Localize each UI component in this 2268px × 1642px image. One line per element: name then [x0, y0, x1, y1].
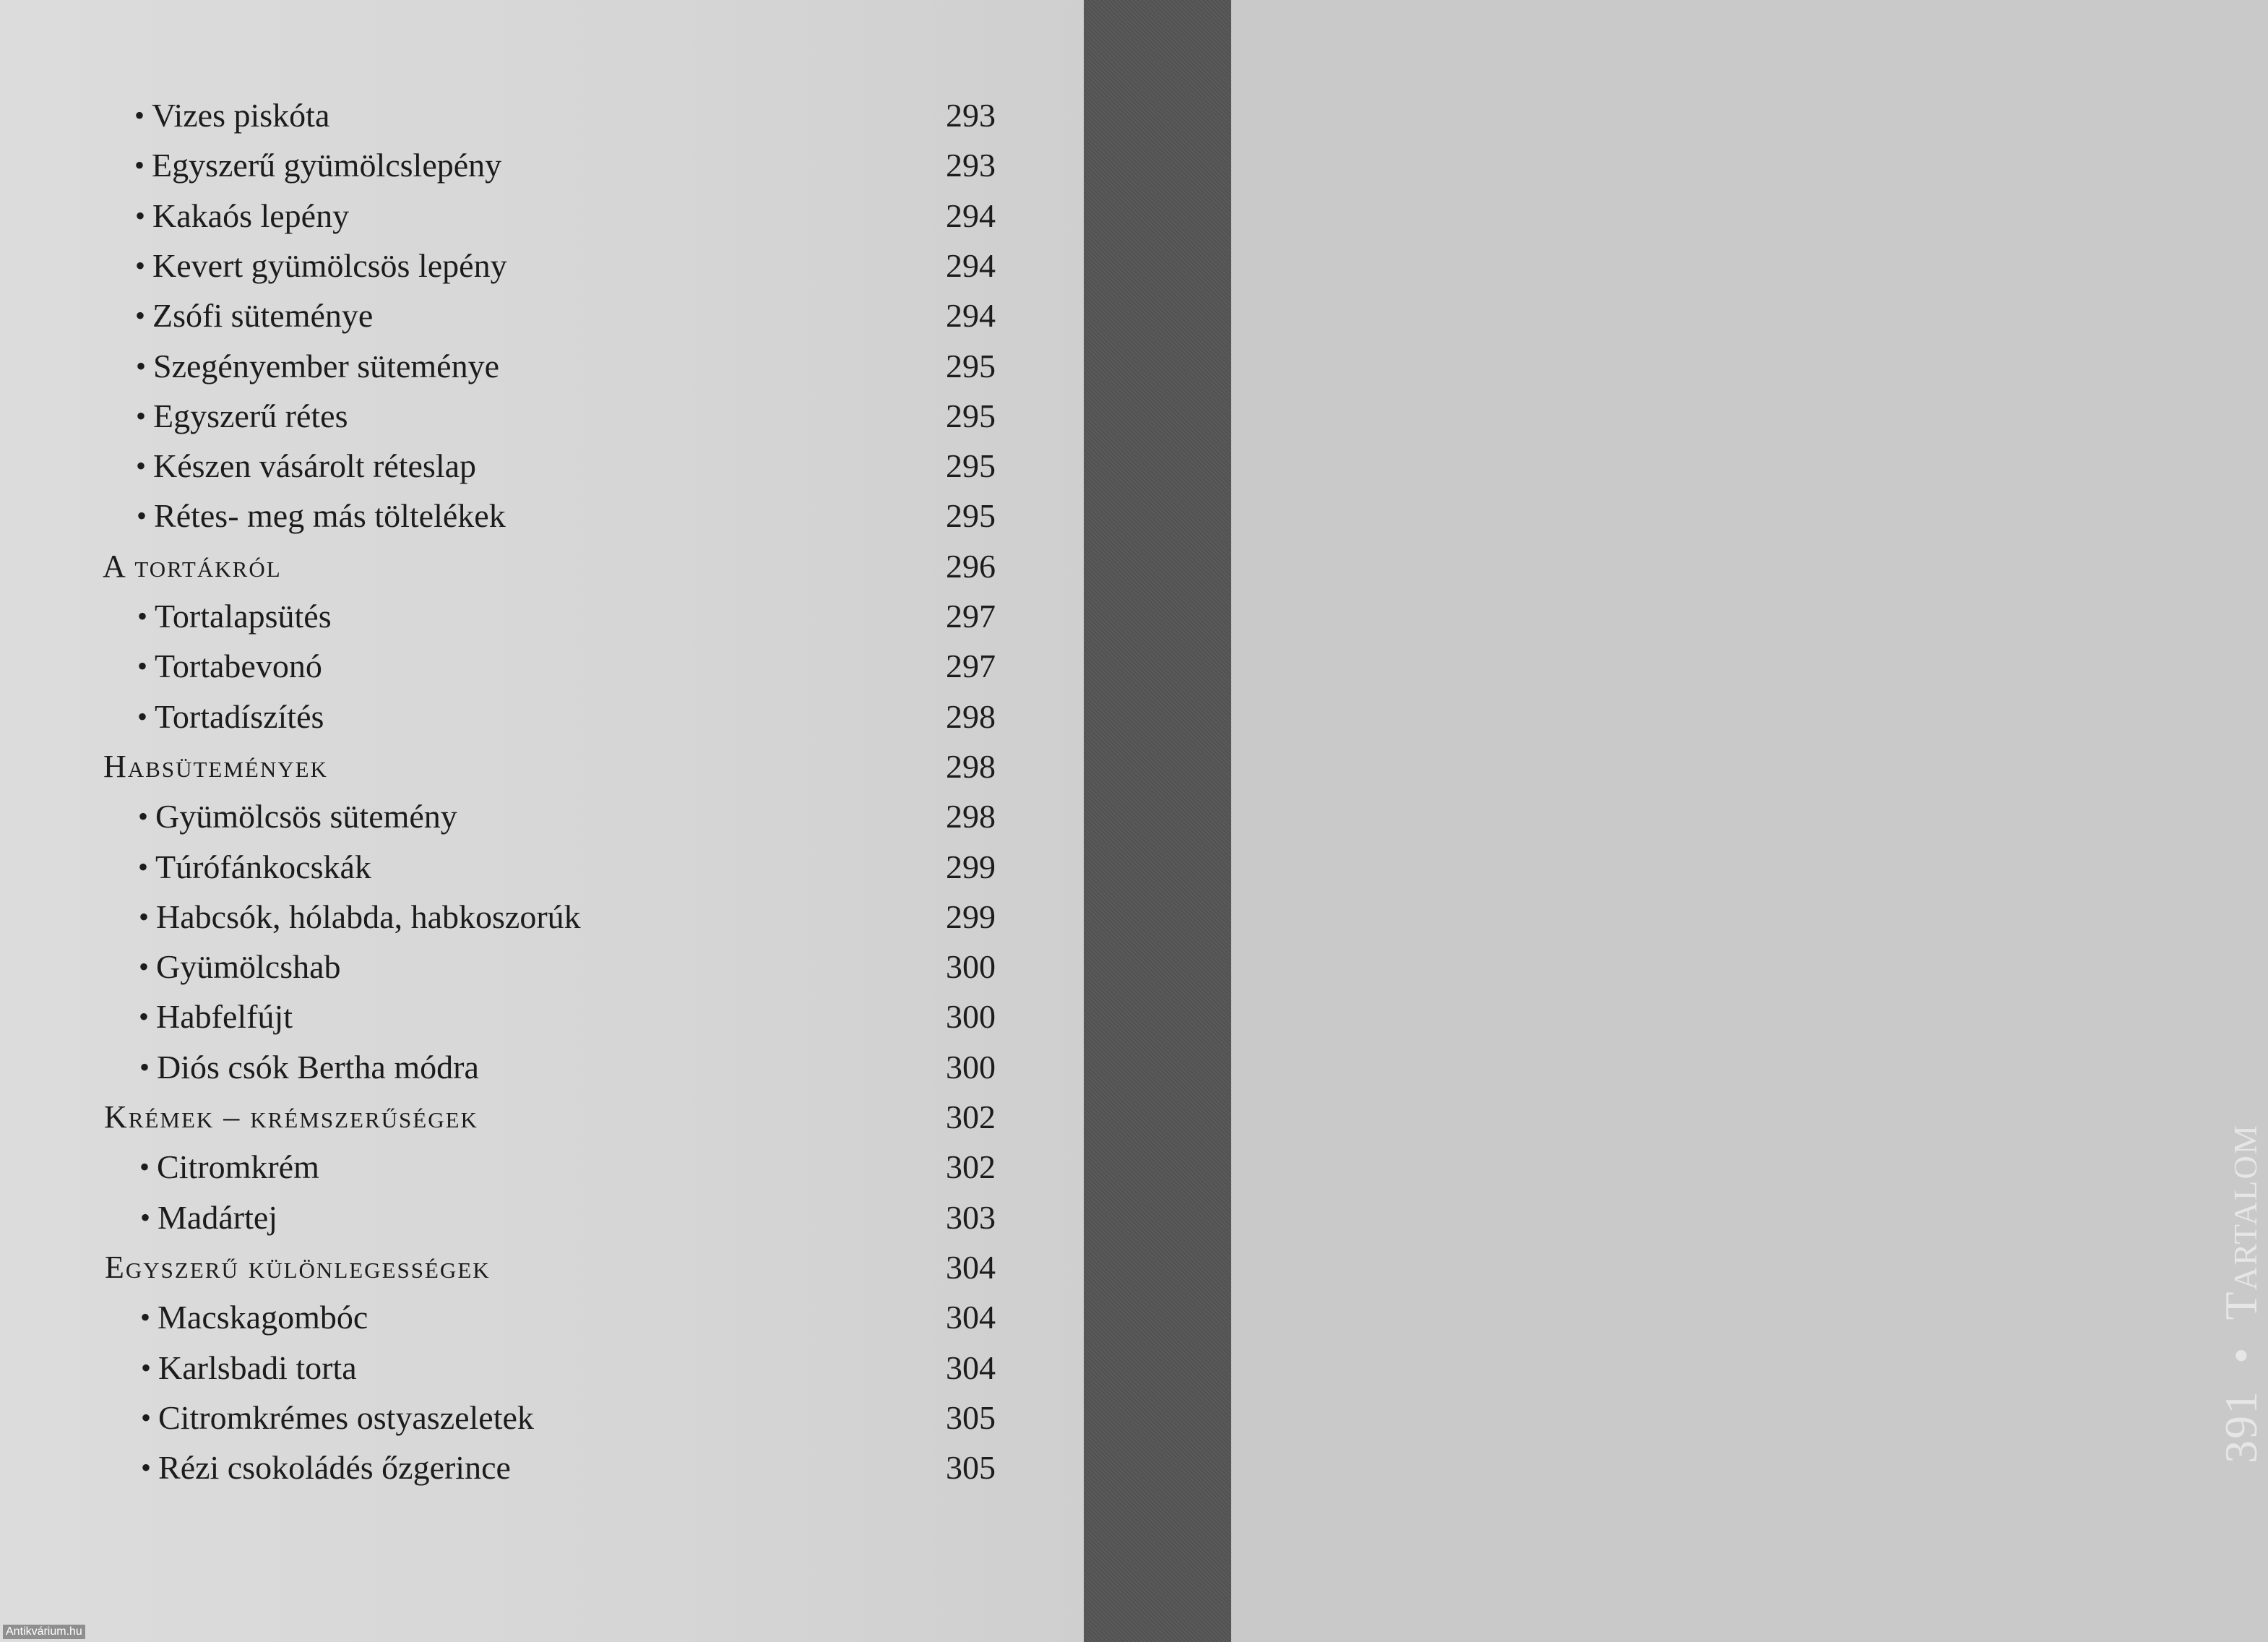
toc-item-row	[0, 945, 996, 989]
page-number: 391	[2215, 1389, 2267, 1463]
toc-page-number: 305	[946, 1449, 996, 1486]
toc-item-title: • Egyszerű gyümölcslepény	[134, 144, 501, 187]
toc-section-row	[0, 545, 996, 588]
toc-section-title: Krémek – krémszerűségek	[104, 1099, 478, 1135]
toc-page-number: 300	[946, 998, 996, 1035]
toc-item-row	[0, 94, 996, 137]
toc-item-title: • Rétes- meg más töltelékek	[137, 494, 506, 538]
toc-item-title: • Gyümölcsös sütemény	[138, 795, 457, 838]
toc-item-row	[0, 995, 996, 1039]
toc-section-title: A tortákról	[103, 549, 282, 584]
toc-item-title: • Gyümölcshab	[139, 945, 341, 989]
toc-item-row	[0, 144, 996, 187]
toc-item-title: • Vizes piskóta	[134, 94, 329, 137]
toc-page-number: 296	[946, 548, 996, 585]
toc-page-number: 302	[946, 1099, 996, 1135]
toc-item-row	[0, 244, 996, 288]
toc-item-title: • Egyszerű rétes	[136, 395, 348, 438]
toc-page-number: 300	[946, 1049, 996, 1086]
toc-page-number: 294	[946, 197, 996, 234]
book-page	[0, 0, 1084, 1642]
toc-page-number: 302	[946, 1148, 996, 1185]
toc-item-row	[0, 645, 996, 688]
toc-item-title: • Citromkrém	[139, 1145, 319, 1189]
toc-page-number: 295	[946, 348, 996, 384]
toc-item-row	[0, 494, 996, 538]
toc-section-row	[0, 1096, 996, 1139]
toc-item-title: • Túrófánkocskák	[138, 846, 371, 889]
toc-item-title: • Citromkrémes ostyaszeletek	[141, 1396, 534, 1440]
running-header	[2215, 1124, 2268, 1463]
toc-item-row	[0, 444, 996, 488]
toc-page-number: 293	[946, 147, 996, 184]
toc-item-row	[0, 1346, 996, 1390]
separator-bullet: •	[2215, 1333, 2267, 1377]
toc-item-title: • Diós csók Bertha módra	[139, 1046, 479, 1089]
toc-page-number: 304	[946, 1299, 996, 1336]
section-label: Tartalom	[2215, 1124, 2267, 1320]
toc-page-number: 295	[946, 497, 996, 534]
toc-section-title: Egyszerű különlegességek	[105, 1250, 491, 1285]
toc-item-row	[0, 1145, 996, 1189]
toc-section-title: Habsütemények	[103, 749, 328, 784]
toc-page-number: 298	[946, 748, 996, 785]
toc-item-title: • Szegényember süteménye	[136, 345, 499, 388]
toc-page-number: 298	[946, 698, 996, 735]
toc-item-row	[0, 895, 996, 939]
toc-item-title: • Madártej	[140, 1196, 277, 1239]
toc-item-title: • Zsófi süteménye	[135, 294, 373, 338]
toc-item-title: • Karlsbadi torta	[141, 1346, 357, 1390]
toc-section-row	[0, 745, 996, 788]
toc-item-title: • Kevert gyümölcsös lepény	[135, 244, 507, 288]
toc-page-number: 295	[946, 447, 996, 484]
toc-page-number: 295	[946, 397, 996, 434]
toc-page-number: 304	[946, 1249, 996, 1286]
toc-page-number: 293	[946, 97, 996, 134]
toc-item-title: • Habcsók, hólabda, habkoszorúk	[139, 895, 581, 939]
toc-page-number: 298	[946, 798, 996, 835]
toc-page-number: 294	[946, 247, 996, 284]
toc-item-title: • Készen vásárolt réteslap	[136, 444, 476, 488]
toc-page-number: 303	[946, 1199, 996, 1236]
toc-item-title: • Kakaós lepény	[135, 194, 349, 238]
toc-item-row	[0, 1046, 996, 1089]
toc-section-row	[0, 1246, 996, 1289]
toc-page-number: 300	[946, 948, 996, 985]
page-edge-band	[1084, 0, 2267, 1642]
toc-item-row	[0, 294, 996, 338]
toc-page-number: 297	[946, 598, 996, 635]
toc-page-number: 304	[946, 1349, 996, 1386]
toc-item-row	[0, 194, 996, 238]
toc-item-row	[0, 1196, 996, 1239]
toc-page-number: 305	[946, 1399, 996, 1436]
toc-item-row	[0, 1446, 996, 1490]
toc-item-row	[0, 345, 996, 388]
toc-item-row	[0, 846, 996, 889]
toc-page-number: 299	[946, 898, 996, 935]
toc-page-number: 297	[946, 648, 996, 684]
toc-item-row	[0, 595, 996, 638]
toc-item-title: • Habfelfújt	[139, 995, 293, 1039]
toc-item-row	[0, 1296, 996, 1339]
toc-page-number: 294	[946, 297, 996, 334]
toc-item-row	[0, 795, 996, 838]
toc-item-title: • Tortadíszítés	[137, 695, 324, 739]
toc-item-title: • Macskagombóc	[140, 1296, 368, 1339]
toc-item-title: • Rézi csokoládés őzgerince	[141, 1446, 511, 1490]
toc-item-title: • Tortalapsütés	[137, 595, 332, 638]
table-of-contents	[0, 0, 1084, 1642]
toc-item-row	[0, 395, 996, 438]
toc-item-row	[0, 695, 996, 739]
toc-page-number: 299	[946, 848, 996, 885]
toc-item-title: • Tortabevonó	[137, 645, 322, 688]
toc-item-row	[0, 1396, 996, 1440]
watermark: Antikvárium.hu	[3, 1625, 85, 1639]
